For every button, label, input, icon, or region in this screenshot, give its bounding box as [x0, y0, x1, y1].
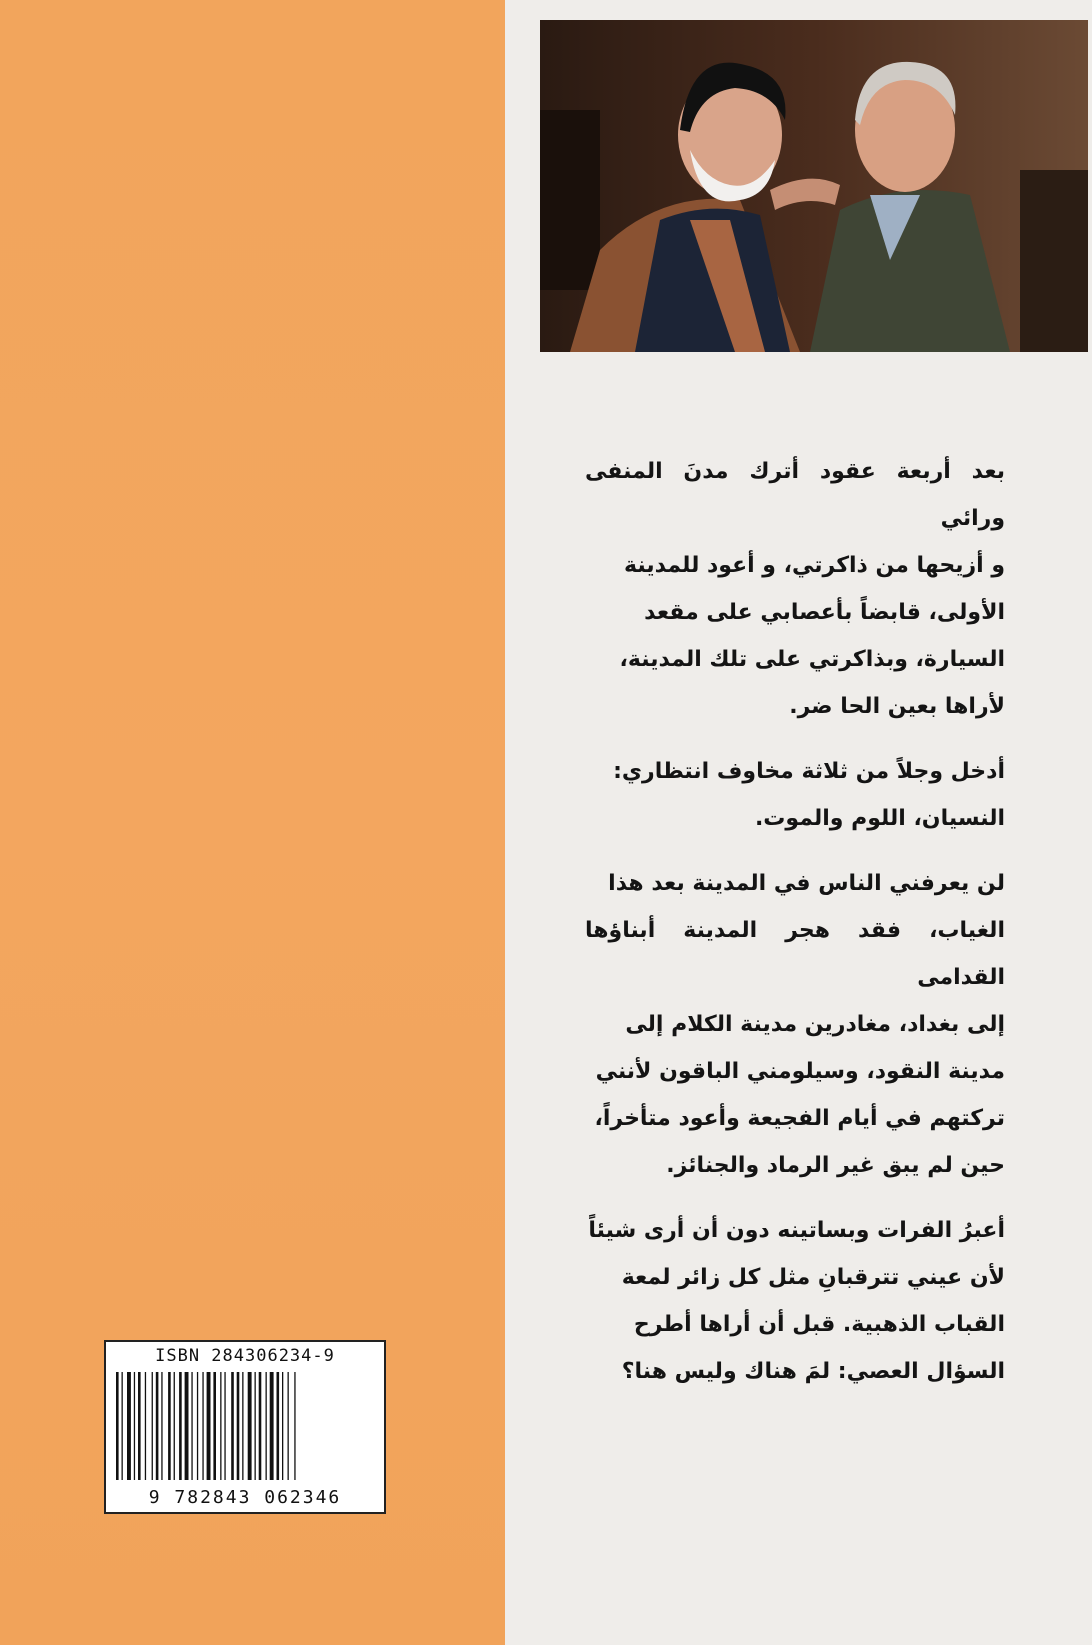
isbn-barcode-box	[104, 1340, 386, 1514]
blurb-line: أدخل وجلاً من ثلاثة مخاوف انتظاري:	[613, 759, 1005, 784]
blurb-line: النسيان، اللوم والموت.	[754, 806, 1005, 831]
blurb-line: لأراها بعين الحا ضر.	[789, 694, 1005, 719]
blurb-paragraph	[585, 860, 1005, 1189]
blurb-line: تركتهم في أيام الفجيعة وأعود متأخراً،	[594, 1106, 1005, 1131]
blurb-line: الأولى، قابضاً بأعصابي على مقعد	[644, 600, 1005, 625]
isbn-label: ISBN 284306234-9	[155, 1346, 335, 1366]
blurb-paragraph	[585, 1207, 1005, 1395]
blurb-line: لن يعرفني الناس في المدينة بعد هذا	[608, 871, 1005, 896]
blurb-line: الغياب، فقد هجر المدينة أبناؤها القدامى	[585, 918, 1005, 990]
blurb-line: السؤال العصي: لمَ هناك وليس هنا؟	[621, 1359, 1005, 1384]
blurb-paragraph	[585, 448, 1005, 730]
ean-digits: 9 782843 062346	[148, 1487, 342, 1508]
blurb-line: القباب الذهبية. قبل أن أراها أطرح	[633, 1312, 1005, 1337]
blurb-line: بعد أربعة عقود أترك مدنَ المنفى ورائي	[585, 459, 1005, 531]
photo-image	[540, 20, 1088, 352]
blurb-line: لأن عيني تترقبانِ مثل كل زائر لمعة	[621, 1265, 1005, 1290]
blurb-line: أعبرُ الفرات وبساتينه دون أن أرى شيئاً	[588, 1218, 1005, 1243]
blurb-line: و أزيحها من ذاكرتي، و أعود للمدينة	[624, 553, 1005, 578]
back-cover-blurb	[585, 448, 1005, 1413]
blurb-line: حين لم يبق غير الرماد والجنائز.	[666, 1153, 1005, 1178]
blurb-line: السيارة، وبذاكرتي على تلك المدينة،	[619, 647, 1005, 672]
blurb-line: إلى بغداد، مغادرين مدينة الكلام إلى	[625, 1012, 1005, 1037]
author-photo	[540, 20, 1088, 352]
blurb-line: مدينة النقود، وسيلومني الباقون لأنني	[595, 1059, 1005, 1084]
blurb-paragraph	[585, 748, 1005, 842]
barcode-icon	[114, 1372, 376, 1480]
